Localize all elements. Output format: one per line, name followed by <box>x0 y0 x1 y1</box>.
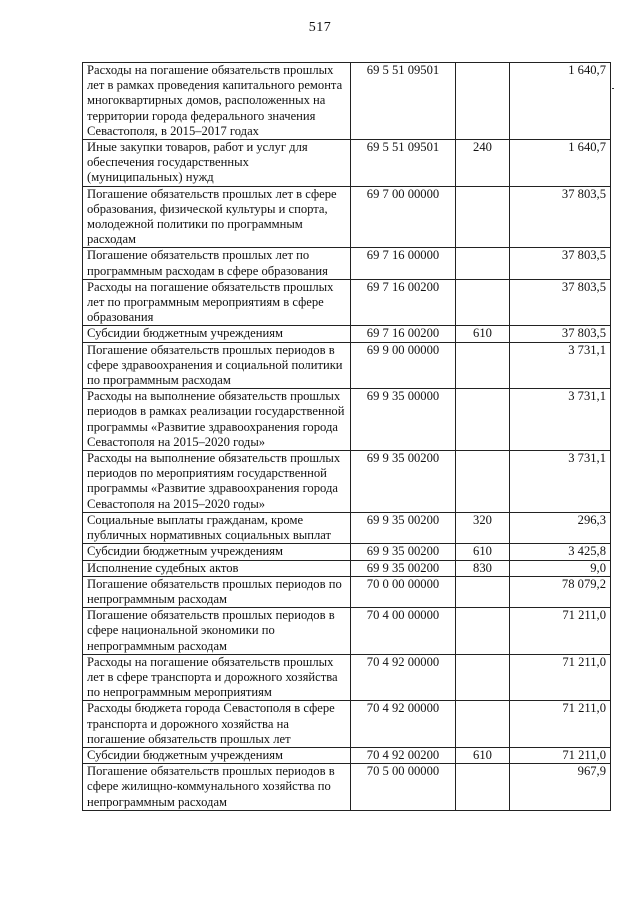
table-row <box>83 512 611 543</box>
budget-table <box>82 62 611 811</box>
row-classification-code: 69 9 00 00000 <box>351 342 456 389</box>
row-expense-type <box>456 576 510 607</box>
row-description: Субсидии бюджетным учреждениям <box>83 544 351 560</box>
row-classification-code: 69 9 35 00200 <box>351 451 456 513</box>
row-classification-code: 69 9 35 00200 <box>351 544 456 560</box>
row-expense-type <box>456 764 510 811</box>
row-classification-code: 70 0 00 00000 <box>351 576 456 607</box>
row-classification-code: 70 4 92 00200 <box>351 747 456 763</box>
row-amount: 3 731,1 <box>510 451 611 513</box>
table-row <box>83 544 611 560</box>
row-classification-code: 69 9 35 00000 <box>351 389 456 451</box>
row-description: Погашение обязательств прошлых периодов в сфере здравоохранения и социальной политики по программным расходам <box>83 342 351 389</box>
row-amount: 3 731,1 <box>510 389 611 451</box>
row-expense-type <box>456 389 510 451</box>
row-classification-code: 70 5 00 00000 <box>351 764 456 811</box>
row-description: Расходы на погашение обязательств прошлых лет в сфере транспорта и дорожного хозяйства по непрограммным мероприятиям <box>83 654 351 701</box>
row-expense-type <box>456 248 510 279</box>
table-row <box>83 451 611 513</box>
row-classification-code: 70 4 92 00000 <box>351 654 456 701</box>
table-row <box>83 654 611 701</box>
row-classification-code: 70 4 92 00000 <box>351 701 456 748</box>
row-classification-code: 69 5 51 09501 <box>351 140 456 187</box>
row-expense-type: 830 <box>456 560 510 576</box>
row-expense-type: 610 <box>456 326 510 342</box>
row-description: Расходы на погашение обязательств прошлых лет по программным мероприятиям в сфере образования <box>83 279 351 326</box>
row-classification-code: 70 4 00 00000 <box>351 608 456 655</box>
row-classification-code: 69 9 35 00200 <box>351 512 456 543</box>
row-amount: 37 803,5 <box>510 248 611 279</box>
row-description: Иные закупки товаров, работ и услуг для обеспечения государственных (муниципальных) нужд <box>83 140 351 187</box>
row-amount: 9,0 <box>510 560 611 576</box>
row-description: Социальные выплаты гражданам, кроме публичных нормативных социальных выплат <box>83 512 351 543</box>
row-amount: 296,3 <box>510 512 611 543</box>
table-row <box>83 342 611 389</box>
row-description: Расходы на погашение обязательств прошлых лет в рамках проведения капитального ремонта многоквартирных домов, расположенных на территории города федерального значения Севастополя, в 2015–2017 годах <box>83 63 351 140</box>
row-description: Субсидии бюджетным учреждениям <box>83 326 351 342</box>
table-row <box>83 608 611 655</box>
table-row <box>83 701 611 748</box>
row-expense-type: 240 <box>456 140 510 187</box>
table-row <box>83 279 611 326</box>
row-amount: 71 211,0 <box>510 747 611 763</box>
row-amount: 71 211,0 <box>510 654 611 701</box>
row-amount: 3 731,1 <box>510 342 611 389</box>
row-description: Расходы на выполнение обязательств прошлых периодов по мероприятиям государственной программы «Развитие здравоохранения города Севастополя на 2015–2020 годы» <box>83 451 351 513</box>
table-row <box>83 248 611 279</box>
row-expense-type <box>456 654 510 701</box>
row-expense-type <box>456 342 510 389</box>
page-number: 517 <box>308 20 332 35</box>
row-amount: 78 079,2 <box>510 576 611 607</box>
row-expense-type <box>456 279 510 326</box>
row-description: Погашение обязательств прошлых периодов по непрограммным расходам <box>83 576 351 607</box>
table-row <box>83 764 611 811</box>
row-amount: 1 640,7 <box>510 63 611 140</box>
row-description: Погашение обязательств прошлых лет по программным расходам в сфере образования <box>83 248 351 279</box>
row-amount: 71 211,0 <box>510 701 611 748</box>
row-classification-code: 69 7 16 00000 <box>351 248 456 279</box>
row-amount: 71 211,0 <box>510 608 611 655</box>
row-description: Расходы на выполнение обязательств прошлых периодов в рамках реализации государственной программы «Развитие здравоохранения города Севастополя на 2015–2020 годы» <box>83 389 351 451</box>
table-row <box>83 389 611 451</box>
margin-mark <box>612 88 614 89</box>
row-amount: 3 425,8 <box>510 544 611 560</box>
row-classification-code: 69 7 16 00200 <box>351 326 456 342</box>
row-classification-code: 69 7 16 00200 <box>351 279 456 326</box>
table-row <box>83 326 611 342</box>
row-expense-type <box>456 701 510 748</box>
row-description: Субсидии бюджетным учреждениям <box>83 747 351 763</box>
row-amount: 37 803,5 <box>510 279 611 326</box>
table-row <box>83 63 611 140</box>
row-amount: 37 803,5 <box>510 186 611 248</box>
row-description: Погашение обязательств прошлых лет в сфере образования, физической культуры и спорта, молодежной политики по программным расходам <box>83 186 351 248</box>
table-row <box>83 576 611 607</box>
row-amount: 967,9 <box>510 764 611 811</box>
row-description: Погашение обязательств прошлых периодов в сфере национальной экономики по непрограммным расходам <box>83 608 351 655</box>
row-expense-type <box>456 63 510 140</box>
table-row <box>83 140 611 187</box>
row-amount: 37 803,5 <box>510 326 611 342</box>
table-row <box>83 747 611 763</box>
row-description: Расходы бюджета города Севастополя в сфере транспорта и дорожного хозяйства на погашение обязательств прошлых лет <box>83 701 351 748</box>
budget-table-body <box>83 63 611 811</box>
row-classification-code: 69 7 00 00000 <box>351 186 456 248</box>
table-row <box>83 560 611 576</box>
row-expense-type: 610 <box>456 544 510 560</box>
row-expense-type <box>456 608 510 655</box>
row-description: Исполнение судебных актов <box>83 560 351 576</box>
table-row <box>83 186 611 248</box>
row-classification-code: 69 5 51 09501 <box>351 63 456 140</box>
row-description: Погашение обязательств прошлых периодов в сфере жилищно-коммунального хозяйства по непрограммным расходам <box>83 764 351 811</box>
row-amount: 1 640,7 <box>510 140 611 187</box>
row-expense-type: 610 <box>456 747 510 763</box>
row-classification-code: 69 9 35 00200 <box>351 560 456 576</box>
row-expense-type <box>456 186 510 248</box>
row-expense-type: 320 <box>456 512 510 543</box>
row-expense-type <box>456 451 510 513</box>
